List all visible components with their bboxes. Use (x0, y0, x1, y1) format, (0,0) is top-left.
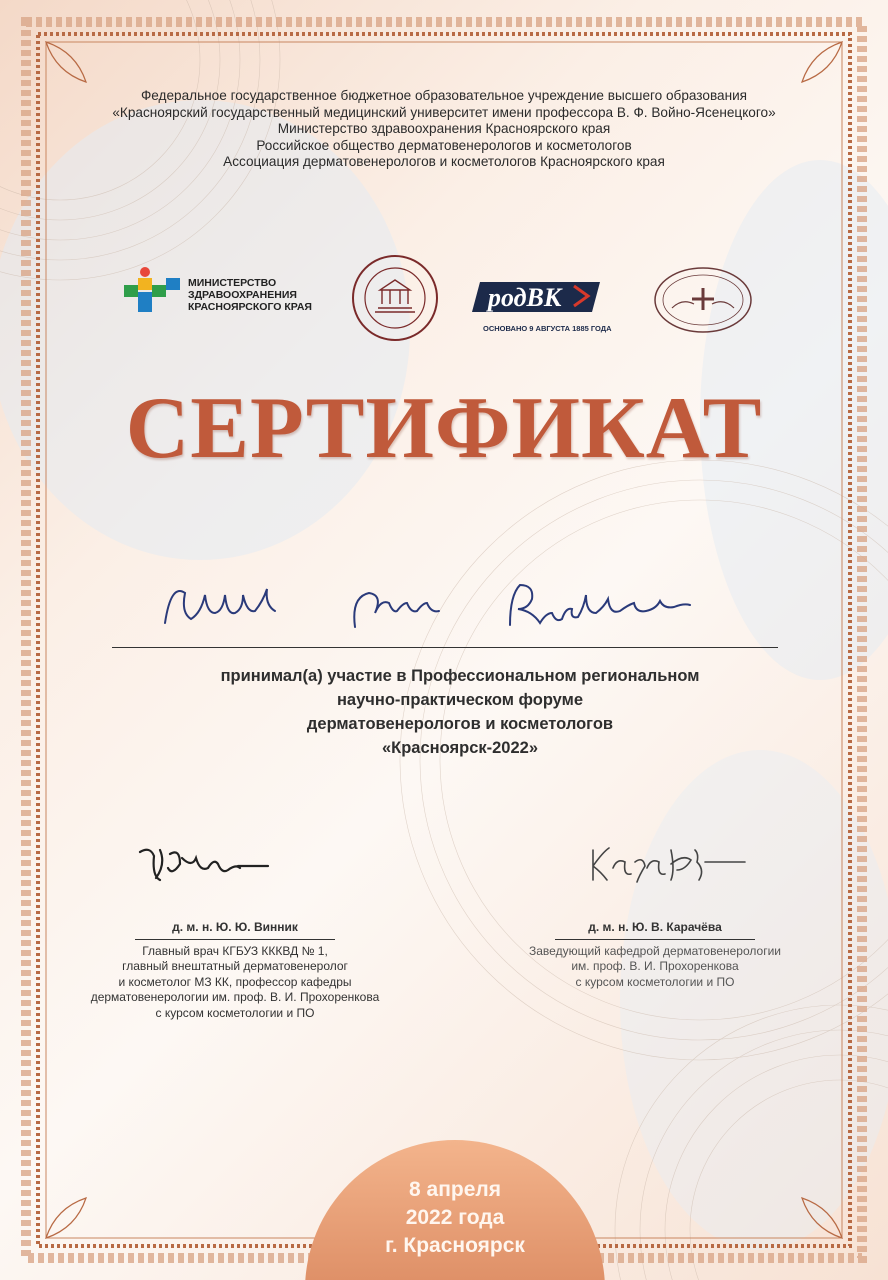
header-line: Министерство здравоохранения Красноярского края (277, 121, 611, 136)
rodvk-caption: ОСНОВАНО 9 АВГУСТА 1885 ГОДА (483, 324, 612, 333)
association-emblem-icon (655, 268, 751, 332)
participation-line: научно-практическом форуме (336, 691, 584, 709)
logos-row (0, 0, 888, 360)
date-line: г. Красноярск (385, 1234, 525, 1257)
signatory-title-line: с курсом косметологии и ПО (155, 1005, 315, 1020)
recipient-name-handwriting (150, 565, 800, 645)
header-line: «Красноярский государственный медицинский университет имени профессора В. Ф. Войно-Ясенецкого» (112, 104, 776, 120)
ministry-logo-line: ЗДРАВООХРАНЕНИЯ (188, 289, 297, 301)
signatory-title-line: Главный врач КГБУЗ КККВД № 1, (142, 943, 328, 958)
signatory-title-line: дерматовенерологии им. проф. В. И. Прохоренкова (90, 990, 380, 1004)
rodvk-wordmark: родВК (488, 283, 562, 312)
signatory-karacheva (515, 920, 795, 990)
header-line: Федеральное государственное бюджетное образовательное учреждение высшего образования (140, 88, 748, 103)
participation-line: принимал(а) участие в Профессиональном региональном (220, 667, 700, 685)
participation-text (120, 664, 800, 760)
signature-rule (555, 939, 755, 940)
header-line: Российское общество дерматовенерологов и косметологов (256, 137, 632, 153)
date-line: 8 апреля (409, 1178, 501, 1201)
ministry-logo-line: МИНИСТЕРСТВО (188, 277, 277, 289)
signature-rule (135, 939, 335, 940)
signature-karacheva (585, 840, 755, 890)
signature-vinnik (130, 840, 290, 890)
signatory-name: д. м. н. Ю. Ю. Винник (172, 920, 298, 934)
date-line: 2022 года (405, 1206, 505, 1229)
recipient-name-line (112, 647, 778, 648)
university-seal-icon (353, 256, 437, 340)
header-line: Ассоциация дерматовенерологов и косметологов Красноярского края (223, 154, 665, 169)
ministry-logo-line: КРАСНОЯРСКОГО КРАЯ (188, 301, 312, 313)
signatory-vinnik (90, 920, 380, 1021)
issue-date-place (340, 1176, 570, 1260)
ministry-logo-icon (124, 267, 180, 312)
participation-line: «Красноярск-2022» (381, 739, 539, 757)
certificate-title: СЕРТИФИКАТ (125, 380, 763, 477)
signatory-title-line: с курсом косметологии и ПО (575, 974, 735, 989)
signatory-title-line: Заведующий кафедрой дерматовенерологии (529, 943, 781, 958)
signatory-title-line: главный внештатный дерматовенеролог (122, 959, 348, 973)
ministry-logo-text (188, 277, 312, 313)
rodvk-logo-icon (472, 282, 600, 312)
signatory-name: д. м. н. Ю. В. Карачёва (588, 920, 722, 934)
signatory-title-line: и косметолог МЗ КК, профессор кафедры (118, 974, 352, 989)
participation-line: дерматовенерологов и косметологов (306, 715, 614, 733)
signatory-title-line: им. проф. В. И. Прохоренкова (571, 959, 739, 973)
